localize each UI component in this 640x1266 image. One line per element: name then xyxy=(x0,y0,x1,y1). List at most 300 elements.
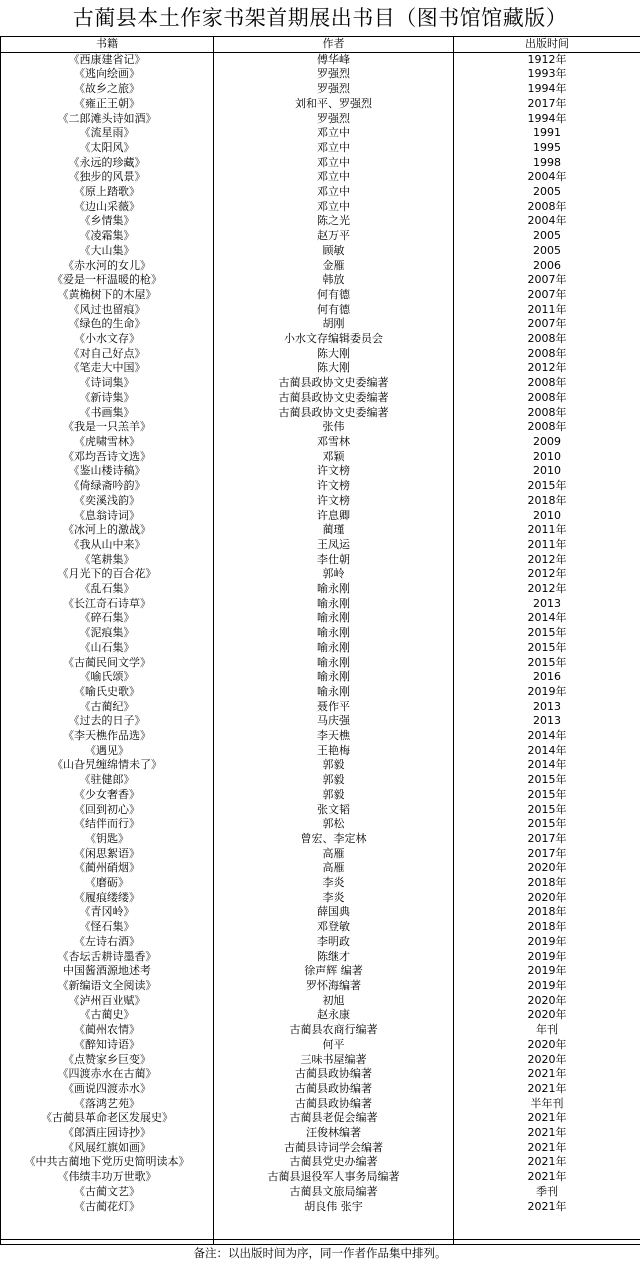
year-cell: 2015年 xyxy=(454,626,640,641)
author-cell: 胡刚 xyxy=(214,317,454,332)
year-cell: 2014年 xyxy=(454,744,640,759)
book-title-cell: 《画说四渡赤水》 xyxy=(1,1082,214,1097)
book-title-cell: 《倚绿斋吟韵》 xyxy=(1,479,214,494)
table-row xyxy=(1,464,640,479)
year-cell: 2021年 xyxy=(454,1155,640,1170)
year-cell: 2020年 xyxy=(454,994,640,1009)
book-title-cell: 《伟绩丰功万世歌》 xyxy=(1,1170,214,1185)
author-cell: 古蔺县政协文史委编著 xyxy=(214,391,454,406)
author-cell: 赵万平 xyxy=(214,229,454,244)
author-cell: 汪俊林编著 xyxy=(214,1126,454,1141)
table-row xyxy=(1,905,640,920)
author-cell: 郭岭 xyxy=(214,567,454,582)
author-cell: 陈大刚 xyxy=(214,361,454,376)
table-row xyxy=(1,126,640,141)
author-cell: 许文榜 xyxy=(214,479,454,494)
year-cell: 2008年 xyxy=(454,200,640,215)
book-title-cell: 《古蔺县革命老区发展史》 xyxy=(1,1111,214,1126)
book-title-cell: 《青冈岭》 xyxy=(1,905,214,920)
table-row xyxy=(1,1097,640,1112)
table-row xyxy=(1,788,640,803)
year-cell: 2021年 xyxy=(454,1170,640,1185)
author-cell: 喻永刚 xyxy=(214,597,454,612)
year-cell: 2010 xyxy=(454,464,640,479)
year-cell: 2012年 xyxy=(454,361,640,376)
table-row xyxy=(1,347,640,362)
book-title-cell: 《风过也留痕》 xyxy=(1,303,214,318)
author-cell: 古蔺县老促会编著 xyxy=(214,1111,454,1126)
author-cell: 王艳梅 xyxy=(214,744,454,759)
author-cell: 邓颖 xyxy=(214,450,454,465)
book-title-cell: 《泥痕集》 xyxy=(1,626,214,641)
table-row xyxy=(1,538,640,553)
author-cell: 聂作平 xyxy=(214,700,454,715)
table-row xyxy=(1,582,640,597)
year-cell: 2021年 xyxy=(454,1200,640,1215)
table-row xyxy=(1,156,640,171)
table-row xyxy=(1,97,640,112)
year-cell: 2013 xyxy=(454,714,640,729)
table-row xyxy=(1,259,640,274)
table-row xyxy=(1,935,640,950)
author-cell: 胡良伟 张宇 xyxy=(214,1200,454,1215)
table-row xyxy=(1,803,640,818)
book-title-cell: 《边山采薇》 xyxy=(1,200,214,215)
year-cell: 2010 xyxy=(454,450,640,465)
table-row xyxy=(1,553,640,568)
author-cell: 赵永康 xyxy=(214,1008,454,1023)
book-title-cell: 《冰河上的激战》 xyxy=(1,523,214,538)
year-cell: 2015年 xyxy=(454,788,640,803)
year-cell: 2017年 xyxy=(454,832,640,847)
year-cell: 2009 xyxy=(454,435,640,450)
book-title-cell: 《山石集》 xyxy=(1,641,214,656)
year-cell: 2008年 xyxy=(454,420,640,435)
year-cell: 2020年 xyxy=(454,861,640,876)
table-row xyxy=(1,597,640,612)
year-cell: 2011年 xyxy=(454,523,640,538)
author-cell: 罗强烈 xyxy=(214,112,454,127)
book-title-cell: 《古蔺花灯》 xyxy=(1,1200,214,1215)
year-cell: 2010 xyxy=(454,509,640,524)
year-cell: 2008年 xyxy=(454,406,640,421)
author-cell: 古蔺县文旅局编著 xyxy=(214,1185,454,1200)
year-cell: 1912年 xyxy=(454,52,640,67)
book-title-cell: 《喻氏史歌》 xyxy=(1,685,214,700)
book-title-cell: 《驻健郎》 xyxy=(1,773,214,788)
table-row xyxy=(1,714,640,729)
table-row xyxy=(1,185,640,200)
table-row xyxy=(1,611,640,626)
table-row xyxy=(1,1082,640,1097)
author-cell: 刘和平、罗强烈 xyxy=(214,97,454,112)
author-cell: 喻永刚 xyxy=(214,685,454,700)
book-title-cell: 《乡情集》 xyxy=(1,214,214,229)
year-cell: 2015年 xyxy=(454,817,640,832)
year-cell: 2015年 xyxy=(454,803,640,818)
author-cell: 顾敏 xyxy=(214,244,454,259)
table-row xyxy=(1,1067,640,1082)
book-title-cell: 《二郎滩头诗如酒》 xyxy=(1,112,214,127)
book-title-cell: 《闲思絮语》 xyxy=(1,847,214,862)
book-title-cell: 《绿色的生命》 xyxy=(1,317,214,332)
author-cell: 李炎 xyxy=(214,891,454,906)
author-cell: 罗怀海编著 xyxy=(214,979,454,994)
table-row xyxy=(1,891,640,906)
footnote: 备注：以出版时间为序，同一作者作品集中排列。 xyxy=(0,1239,640,1266)
book-title-cell: 《诗词集》 xyxy=(1,376,214,391)
year-cell: 2020年 xyxy=(454,1038,640,1053)
book-title-cell: 《我是一只羔羊》 xyxy=(1,420,214,435)
book-title-cell: 《流星雨》 xyxy=(1,126,214,141)
table-row xyxy=(1,406,640,421)
book-title-cell: 《少女奢香》 xyxy=(1,788,214,803)
year-cell: 2019年 xyxy=(454,950,640,965)
author-cell: 郭松 xyxy=(214,817,454,832)
year-cell: 年刊 xyxy=(454,1023,640,1038)
year-cell: 2004年 xyxy=(454,214,640,229)
year-cell: 2007年 xyxy=(454,273,640,288)
year-cell: 2014年 xyxy=(454,758,640,773)
table-row xyxy=(1,67,640,82)
year-cell: 2021年 xyxy=(454,1082,640,1097)
author-cell: 王凤运 xyxy=(214,538,454,553)
book-title-cell: 《古蔺史》 xyxy=(1,1008,214,1023)
year-cell: 1994年 xyxy=(454,82,640,97)
year-cell: 季刊 xyxy=(454,1185,640,1200)
year-cell: 2020年 xyxy=(454,1053,640,1068)
table-row xyxy=(1,509,640,524)
table-row xyxy=(1,391,640,406)
book-title-cell: 《虎啸雪林》 xyxy=(1,435,214,450)
author-cell: 古蔺县农商行编著 xyxy=(214,1023,454,1038)
year-cell: 2021年 xyxy=(454,1141,640,1156)
author-cell: 邓立中 xyxy=(214,126,454,141)
year-cell: 2007年 xyxy=(454,288,640,303)
year-cell: 2020年 xyxy=(454,1008,640,1023)
year-cell: 2018年 xyxy=(454,920,640,935)
table-row xyxy=(1,729,640,744)
book-title-cell: 《履痕缕缕》 xyxy=(1,891,214,906)
year-cell: 2011年 xyxy=(454,538,640,553)
header-book: 书籍 xyxy=(1,37,214,52)
book-title-cell: 《山旮旯缠绵情未了》 xyxy=(1,758,214,773)
book-title-cell: 《怪石集》 xyxy=(1,920,214,935)
table-row xyxy=(1,994,640,1009)
table-row xyxy=(1,141,640,156)
table-row xyxy=(1,656,640,671)
year-cell: 2011年 xyxy=(454,303,640,318)
author-cell: 何有德 xyxy=(214,288,454,303)
year-cell: 2018年 xyxy=(454,905,640,920)
book-title-cell: 《赤水河的女儿》 xyxy=(1,259,214,274)
year-cell: 2013 xyxy=(454,597,640,612)
author-cell: 罗强烈 xyxy=(214,82,454,97)
table-row xyxy=(1,1038,640,1053)
author-cell: 喻永刚 xyxy=(214,670,454,685)
author-cell: 徐声辉 编著 xyxy=(214,964,454,979)
book-title-cell: 《磨砺》 xyxy=(1,876,214,891)
year-cell: 2005 xyxy=(454,229,640,244)
year-cell: 2004年 xyxy=(454,170,640,185)
author-cell: 古蔺县政协编著 xyxy=(214,1097,454,1112)
author-cell: 古蔺县诗词学会编著 xyxy=(214,1141,454,1156)
book-title-cell: 《凌霜集》 xyxy=(1,229,214,244)
year-cell: 2006 xyxy=(454,259,640,274)
table-row xyxy=(1,273,640,288)
table-row xyxy=(1,1170,640,1185)
table-row xyxy=(1,420,640,435)
year-cell: 2015年 xyxy=(454,773,640,788)
book-title-cell: 《奕溪浅韵》 xyxy=(1,494,214,509)
author-cell: 薛国典 xyxy=(214,905,454,920)
book-title-cell: 《雍正王朝》 xyxy=(1,97,214,112)
author-cell: 邓立中 xyxy=(214,200,454,215)
year-cell: 2021年 xyxy=(454,1126,640,1141)
author-cell: 古蔺县政协编著 xyxy=(214,1067,454,1082)
book-title-cell: 《点赞家乡巨变》 xyxy=(1,1053,214,1068)
table-row xyxy=(1,773,640,788)
book-title-cell: 《黄桷树下的木屋》 xyxy=(1,288,214,303)
author-cell: 张文韬 xyxy=(214,803,454,818)
year-cell: 2005 xyxy=(454,185,640,200)
table-row xyxy=(1,361,640,376)
book-title-cell: 《中共古蔺地下党历史简明读本》 xyxy=(1,1155,214,1170)
author-cell: 喻永刚 xyxy=(214,582,454,597)
year-cell: 2021年 xyxy=(454,1111,640,1126)
author-cell: 高雁 xyxy=(214,847,454,862)
year-cell: 2012年 xyxy=(454,553,640,568)
table-row xyxy=(1,832,640,847)
book-title-cell: 《过去的日子》 xyxy=(1,714,214,729)
year-cell: 2015年 xyxy=(454,656,640,671)
book-title-cell: 《书画集》 xyxy=(1,406,214,421)
table-row xyxy=(1,52,640,67)
table-row xyxy=(1,641,640,656)
author-cell: 古蔺县政协文史委编著 xyxy=(214,376,454,391)
book-title-cell: 《息翁诗词》 xyxy=(1,509,214,524)
table-row xyxy=(1,700,640,715)
author-cell: 喻永刚 xyxy=(214,641,454,656)
author-cell: 蔺瑾 xyxy=(214,523,454,538)
book-title-cell: 《乱石集》 xyxy=(1,582,214,597)
year-cell: 1993年 xyxy=(454,67,640,82)
author-cell: 何平 xyxy=(214,1038,454,1053)
table-row xyxy=(1,950,640,965)
book-title-cell: 《笔耕集》 xyxy=(1,553,214,568)
table-header-row xyxy=(1,37,640,52)
year-cell: 2017年 xyxy=(454,97,640,112)
table-row xyxy=(1,82,640,97)
book-title-cell: 《落鸿艺苑》 xyxy=(1,1097,214,1112)
author-cell: 喻永刚 xyxy=(214,626,454,641)
table-row xyxy=(1,112,640,127)
book-title-cell: 《四渡赤水在古蔺》 xyxy=(1,1067,214,1082)
book-title-cell: 《碎石集》 xyxy=(1,611,214,626)
author-cell: 三味书屋编著 xyxy=(214,1053,454,1068)
table-row xyxy=(1,817,640,832)
year-cell: 2016 xyxy=(454,670,640,685)
table-row xyxy=(1,964,640,979)
year-cell: 2018年 xyxy=(454,876,640,891)
author-cell: 郭毅 xyxy=(214,773,454,788)
year-cell: 2019年 xyxy=(454,935,640,950)
book-title-cell: 《大山集》 xyxy=(1,244,214,259)
year-cell: 1994年 xyxy=(454,112,640,127)
book-title-cell: 《长江奇石诗草》 xyxy=(1,597,214,612)
author-cell: 古蔺县政协编著 xyxy=(214,1082,454,1097)
book-title-cell: 《结伴而行》 xyxy=(1,817,214,832)
table-row xyxy=(1,744,640,759)
year-cell: 2018年 xyxy=(454,494,640,509)
table-row xyxy=(1,288,640,303)
table-row xyxy=(1,861,640,876)
year-cell: 2019年 xyxy=(454,964,640,979)
year-cell: 2020年 xyxy=(454,891,640,906)
author-cell: 邓立中 xyxy=(214,156,454,171)
author-cell: 何有德 xyxy=(214,303,454,318)
author-cell: 张伟 xyxy=(214,420,454,435)
table-body xyxy=(1,52,640,1245)
book-title-cell: 《独步的风景》 xyxy=(1,170,214,185)
table-row xyxy=(1,1053,640,1068)
author-cell: 马庆强 xyxy=(214,714,454,729)
book-title-cell: 《小水文存》 xyxy=(1,332,214,347)
author-cell: 陈继才 xyxy=(214,950,454,965)
year-cell: 2012年 xyxy=(454,567,640,582)
table-row xyxy=(1,847,640,862)
year-cell: 2008年 xyxy=(454,332,640,347)
table-row xyxy=(1,376,640,391)
year-cell: 2005 xyxy=(454,244,640,259)
book-title-cell: 《太阳风》 xyxy=(1,141,214,156)
table-row xyxy=(1,435,640,450)
book-title-cell: 《钥匙》 xyxy=(1,832,214,847)
book-title-cell: 《风展红旗如画》 xyxy=(1,1141,214,1156)
table-row xyxy=(1,170,640,185)
author-cell: 郭毅 xyxy=(214,788,454,803)
table-row xyxy=(1,244,640,259)
year-cell: 1998 xyxy=(454,156,640,171)
table-row xyxy=(1,758,640,773)
year-cell: 2012年 xyxy=(454,582,640,597)
table-row xyxy=(1,1126,640,1141)
table-row xyxy=(1,523,640,538)
table-row xyxy=(1,214,640,229)
book-title-cell: 《鉴山楼诗稿》 xyxy=(1,464,214,479)
table-row xyxy=(1,670,640,685)
year-cell: 2015年 xyxy=(454,479,640,494)
book-title-cell: 《古蔺民间文学》 xyxy=(1,656,214,671)
table-row xyxy=(1,876,640,891)
table-row xyxy=(1,494,640,509)
book-title-cell: 《古蔺文艺》 xyxy=(1,1185,214,1200)
book-title-cell: 《西康建省记》 xyxy=(1,52,214,67)
author-cell: 喻永刚 xyxy=(214,656,454,671)
author-cell: 金雁 xyxy=(214,259,454,274)
book-table xyxy=(0,37,640,1245)
author-cell: 邓立中 xyxy=(214,185,454,200)
table-row xyxy=(1,200,640,215)
table-row xyxy=(1,626,640,641)
author-cell: 许文榜 xyxy=(214,494,454,509)
book-title-cell: 《蔺州农情》 xyxy=(1,1023,214,1038)
book-title-cell: 《喻氏颂》 xyxy=(1,670,214,685)
author-cell: 古蔺县党史办编著 xyxy=(214,1155,454,1170)
year-cell: 1991 xyxy=(454,126,640,141)
header-author: 作者 xyxy=(214,37,454,52)
book-title-cell: 《月光下的百合花》 xyxy=(1,567,214,582)
table-row xyxy=(1,479,640,494)
book-title-cell: 《新编语文全阅读》 xyxy=(1,979,214,994)
author-cell: 邓登敏 xyxy=(214,920,454,935)
book-title-cell: 《回到初心》 xyxy=(1,803,214,818)
book-title-cell: 《蔺州硝烟》 xyxy=(1,861,214,876)
book-title-cell: 《遇见》 xyxy=(1,744,214,759)
year-cell: 2008年 xyxy=(454,347,640,362)
year-cell: 2019年 xyxy=(454,979,640,994)
book-title-cell: 《笔走大中国》 xyxy=(1,361,214,376)
book-title-cell: 《我从山中来》 xyxy=(1,538,214,553)
author-cell: 古蔺县政协文史委编著 xyxy=(214,406,454,421)
table-row xyxy=(1,979,640,994)
book-title-cell: 《永远的珍藏》 xyxy=(1,156,214,171)
author-cell: 罗强烈 xyxy=(214,67,454,82)
year-cell: 2008年 xyxy=(454,376,640,391)
year-cell: 2015年 xyxy=(454,641,640,656)
book-title-cell: 《爱是一杆温暖的枪》 xyxy=(1,273,214,288)
year-cell: 半年刊 xyxy=(454,1097,640,1112)
header-year: 出版时间 xyxy=(454,37,640,52)
book-title-cell: 中国酱酒源地述考 xyxy=(1,964,214,979)
table-row xyxy=(1,303,640,318)
book-title-cell: 《李天樵作品选》 xyxy=(1,729,214,744)
table-row xyxy=(1,685,640,700)
table-row xyxy=(1,317,640,332)
year-cell: 2014年 xyxy=(454,729,640,744)
table-row xyxy=(1,920,640,935)
table-row xyxy=(1,1141,640,1156)
book-title-cell: 《故乡之旅》 xyxy=(1,82,214,97)
author-cell: 初旭 xyxy=(214,994,454,1009)
book-title-cell: 《邓均吾诗文选》 xyxy=(1,450,214,465)
year-cell: 2021年 xyxy=(454,1067,640,1082)
year-cell: 2013 xyxy=(454,700,640,715)
year-cell: 2014年 xyxy=(454,611,640,626)
year-cell: 2017年 xyxy=(454,847,640,862)
author-cell: 高雁 xyxy=(214,861,454,876)
author-cell: 邓立中 xyxy=(214,141,454,156)
book-title-cell: 《左诗右酒》 xyxy=(1,935,214,950)
author-cell: 李炎 xyxy=(214,876,454,891)
book-title-cell: 《原上踏歌》 xyxy=(1,185,214,200)
author-cell: 李明政 xyxy=(214,935,454,950)
book-title-cell: 《泸州百业赋》 xyxy=(1,994,214,1009)
year-cell: 1995 xyxy=(454,141,640,156)
author-cell: 陈大刚 xyxy=(214,347,454,362)
year-cell: 2019年 xyxy=(454,685,640,700)
author-cell: 喻永刚 xyxy=(214,611,454,626)
book-title-cell: 《对自己好点》 xyxy=(1,347,214,362)
author-cell: 陈之光 xyxy=(214,214,454,229)
author-cell: 小水文存编辑委员会 xyxy=(214,332,454,347)
author-cell: 曾宏、李定林 xyxy=(214,832,454,847)
table-row xyxy=(1,332,640,347)
book-title-cell: 《新诗集》 xyxy=(1,391,214,406)
author-cell: 傅华峰 xyxy=(214,52,454,67)
table-row xyxy=(1,1008,640,1023)
table-row xyxy=(1,450,640,465)
